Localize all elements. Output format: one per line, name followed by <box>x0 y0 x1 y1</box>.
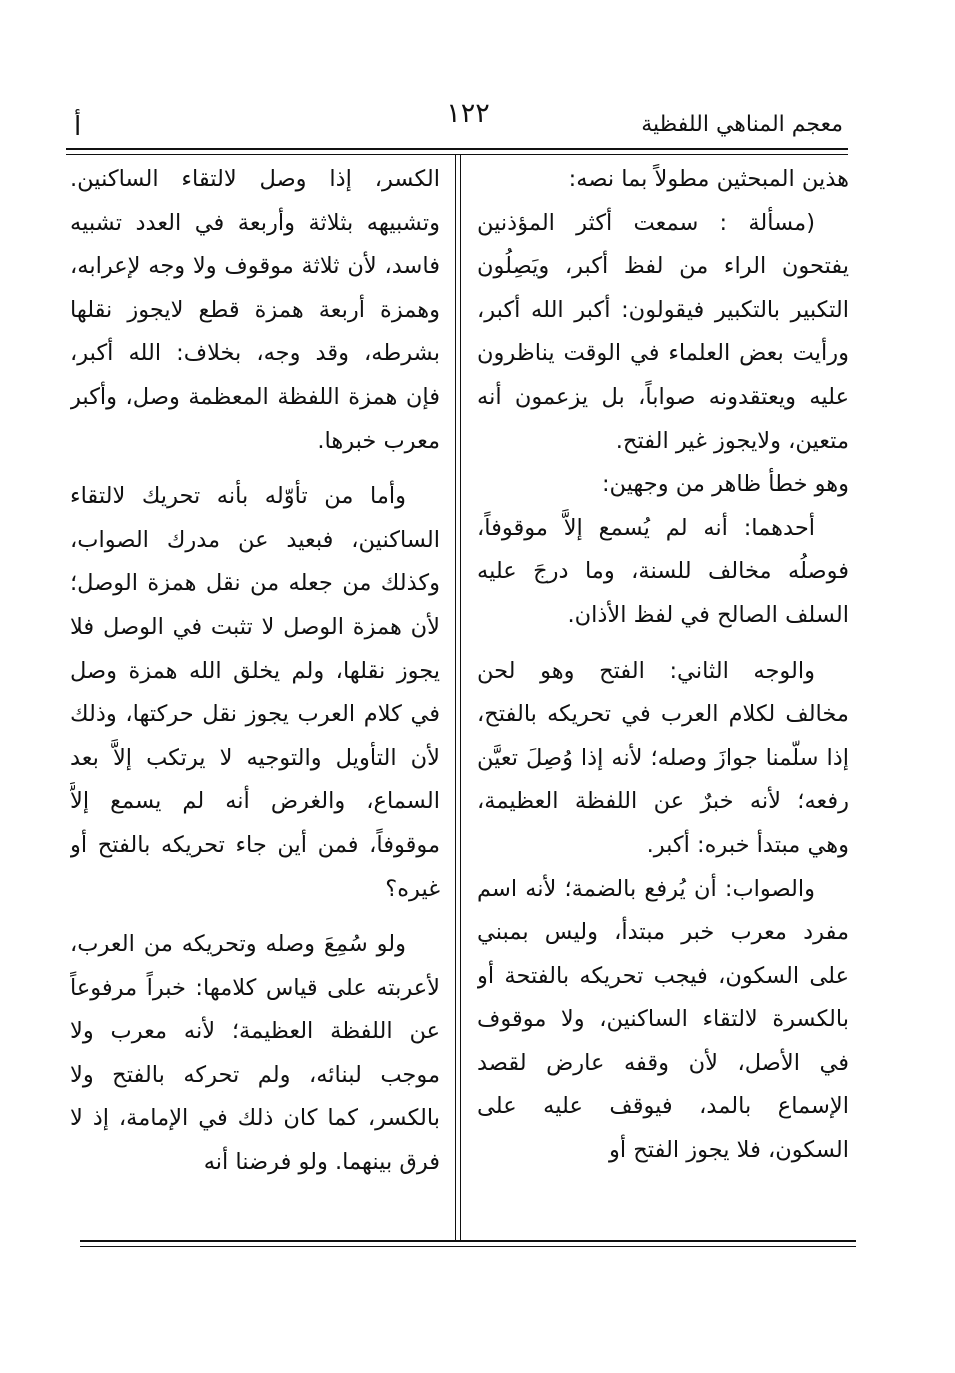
left-column <box>70 158 440 1238</box>
paragraph: والوجه الثاني: الفتح وهو لحن مخالف لكلام العرب في تحريكه بالفتح، إذا سلّمنا جوازَ وصله؛ لأنه إذا وُصِلَ تعيَّن رفعه؛ لأنه خبرٌ عن اللفظة العظيمة، وهي مبتدأ خبره: أكبر. <box>477 657 849 858</box>
paragraph: ولو سُمِعَ وصله وتحريكه من العرب، لأعربته على قياس كلامها: خبراً مرفوعاً عن اللفظة العظيمة؛ لأنه معرب ولا موجب لبنائه، ولم تحركه بالفتح ولا بالكسر، كما كان ذلك في الإمامة، إذ لا فرق بينهما. ولو فرضنا أنه <box>70 931 440 1176</box>
footer-rule-thin <box>80 1246 856 1247</box>
paragraph: أحدهما: أنه لم يُسمع إلاَّ موقوفاً، فوصلُه مخالف للسنة، وما درجَ عليه السلف الصالح في لفظ الأذان. <box>477 514 849 628</box>
paragraph: وهو خطأ ظاهر من وجهين: <box>601 471 849 498</box>
footer-rule <box>80 1240 856 1242</box>
signature-letter: أ <box>74 112 82 142</box>
book-title: معجم المناهي اللفظية <box>641 112 843 137</box>
header-rule-thin <box>66 154 848 155</box>
paragraph: الكسر، إذا وصل لالتقاء الساكنين. وتشبيهه بثلاثة وأربعة في العدد تشبيه فاسد، لأن ثلاثة موقوف ولا وجه لإعرابه، وهمزة أربعة همزة قطع لايجوز نقلها بشرطه، وقد وجه، بخلاف: الله أكبر، فإن همزة اللفظة المعظمة وصل، وأكبر معرب خبرها. <box>70 166 440 454</box>
right-column <box>477 158 849 1238</box>
header-rule <box>66 148 848 150</box>
paragraph: هذين المبحثين مطولاً بما نصه: <box>568 166 849 192</box>
page-number: ١٢٢ <box>446 98 490 129</box>
paragraph: والصواب: أن يُرفع بالضمة؛ لأنه اسم مفرد معرب خبر مبتدأ، وليس بمبني على السكون، فيجب تحريكه بالفتحة أو بالكسرة لالتقاء الساكنين، ولا موقوف في الأصل، لأن وقفه عارض لقصد الإسماع بالمد، فيوقف عليه على السكون، فلا يجوز الفتح أو <box>477 875 849 1164</box>
paragraph: وأما من تأوّله بأنه تحريك لالتقاء الساكنين، فبعيد عن مدرك الصواب، وكذلك من جعله من نقل همزة الوصل؛ لأن همزة الوصل لا تثبت في الوصل فلا يجوز نقلها، ولم يخلق الله همزة وصل في كلام العرب يجوز نقل حركتها، وذلك لأن التأويل والتوجيه لا يرتكب إلاَّ بعد السماع، والغرض أنه لم يسمع إلاَّ موقوفاً، فمن أين جاء تحريكه بالفتح أو غيره؟ <box>70 483 440 902</box>
column-divider <box>455 154 456 1240</box>
column-divider-thin <box>460 154 461 1240</box>
paragraph: (مسألة : سمعت أكثر المؤذنين يفتحون الراء من لفظ أكبر، ويَصِلُون التكبير بالتكبير فيقولون: أكبر الله أكبر، ورأيت بعض العلماء في الوقت يناظرون عليه ويعتقدونه صواباً، بل يزعمون أنه متعين، ولايجوز غير الفتح. <box>477 209 849 454</box>
